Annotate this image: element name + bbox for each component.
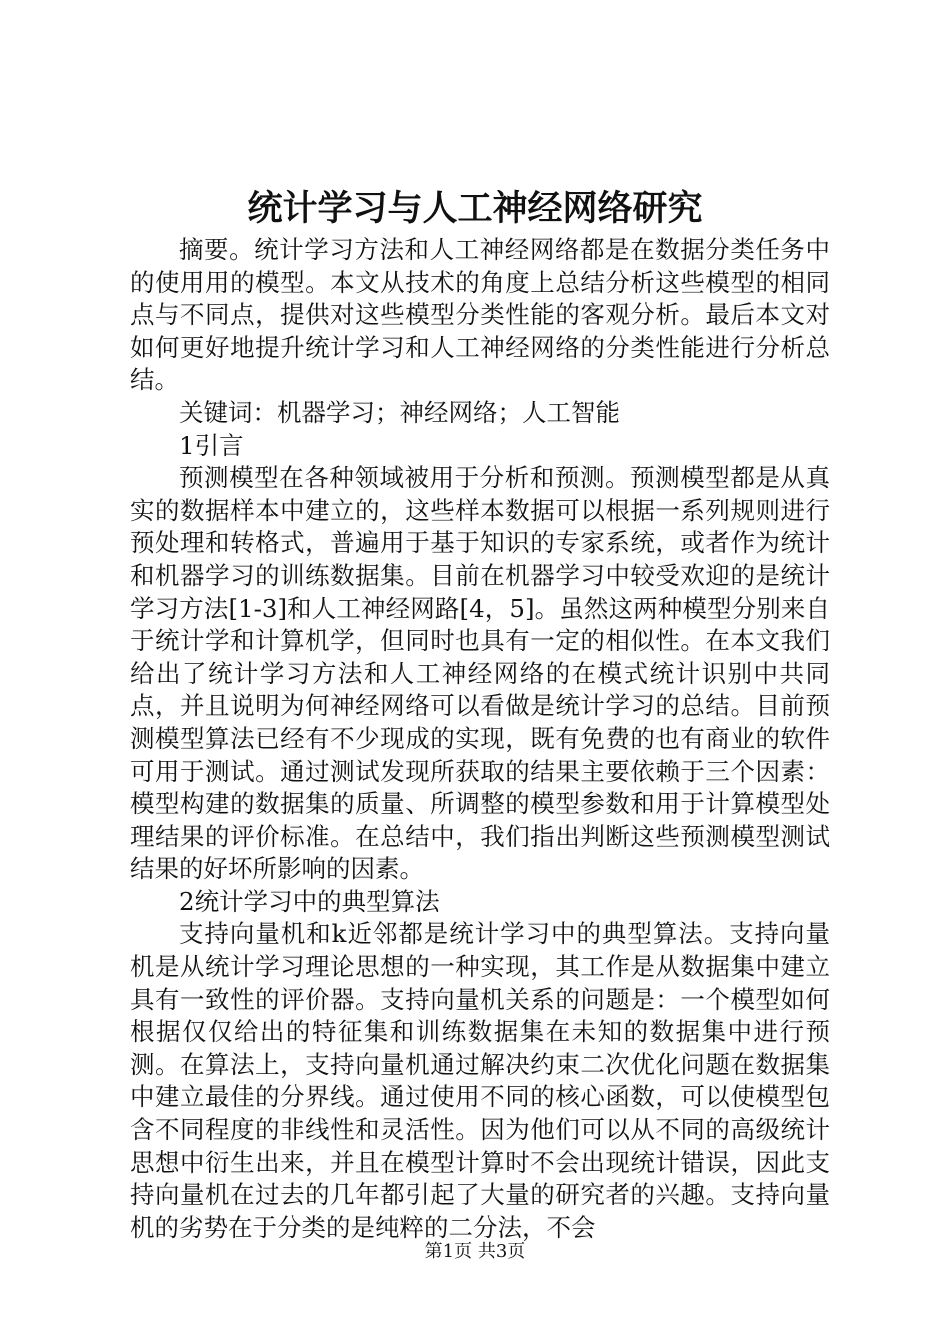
document-body — [130, 234, 830, 1244]
abstract-paragraph: 摘要。统计学习方法和人工神经网络都是在数据分类任务中的使用用的模型。本文从技术的角度上总结分析这些模型的相同点与不同点，提供对这些模型分类性能的客观分析。最后本文对如何更好地提升统计学习和人工神经网络的分类性能进行分析总结。 — [130, 235, 830, 395]
section-1-paragraph: 预测模型在各种领域被用于分析和预测。预测模型都是从真实的数据样本中建立的，这些样本数据可以根据一系列规则进行预处理和转格式，普遍用于基于知识的专家系统，或者作为统计和机器学习的训练数据集。目前在机器学习中较受欢迎的是统计学习方法[1-3]和人工神经网路[4，5]。虽然这两种模型分别来自于统计学和计算机学，但同时也具有一定的相似性。在本文我们给出了统计学习方法和人工神经网络的在模式统计识别中共同点，并且说明为何神经网络可以看做是统计学习的总结。目前预测模型算法已经有不少现成的实现，既有免费的也有商业的软件可用于测试。通过测试发现所获取的结果主要依赖于三个因素：模型构建的数据集的质量、所调整的模型参数和用于计算模型处理结果的评价标准。在总结中，我们指出判断这些预测模型测试结果的好坏所影响的因素。 — [130, 463, 830, 884]
section-1-heading: 1引言 — [179, 430, 244, 460]
keywords-line: 关键词：机器学习；神经网络；人工智能 — [179, 397, 620, 427]
document-title: 统计学习与人工神经网络研究 — [247, 188, 703, 229]
section-2-heading: 2统计学习中的典型算法 — [179, 886, 440, 916]
page-number-footer: 第1页 共3页 — [424, 1241, 526, 1262]
section-2-paragraph: 支持向量机和k近邻都是统计学习中的典型算法。支持向量机是从统计学习理论思想的一种实现，其工作是从数据集中建立具有一致性的评价器。支持向量机关系的问题是：一个模型如何根据仅仅给出的特征集和训练数据集在未知的数据集中进行预测。在算法上，支持向量机通过解决约束二次优化问题在数据集中建立最佳的分界线。通过使用不同的核心函数，可以使模型包含不同程度的非线性和灵活性。因为他们可以从不同的高级统计思想中衍生出来，并且在模型计算时不会出现统计错误，因此支持向量机在过去的几年都引起了大量的研究者的兴趣。支持向量机的劣势在于分类的是纯粹的二分法，不会 — [130, 919, 830, 1242]
